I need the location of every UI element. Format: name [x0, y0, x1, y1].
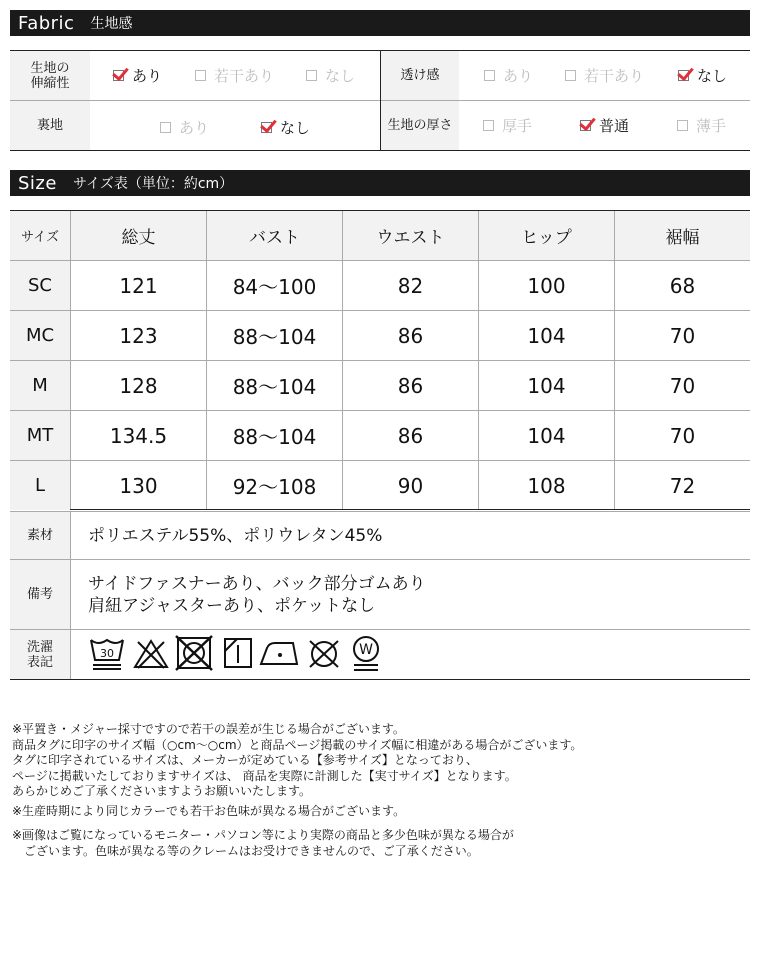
size-cell: 72: [669, 473, 696, 498]
checkbox-checked-icon: [261, 122, 272, 133]
size-row-label: SC: [10, 261, 70, 310]
lining-option-no: なし: [261, 117, 310, 138]
size-cell: 88〜104: [232, 425, 317, 449]
care-label: 洗濯 表記: [10, 630, 70, 679]
sheer-option-no: なし: [678, 65, 727, 86]
note-line: 商品タグに印字のサイズ幅（○cm〜○cm）と商品ページ掲載のサイズ幅に相違がある場合がございます。: [12, 737, 583, 752]
svg-text:W: W: [359, 642, 373, 658]
size-cell: 100: [527, 273, 566, 298]
sheer-label: 透け感: [381, 51, 459, 100]
lining-label: 裏地: [10, 101, 90, 150]
size-cell: 92〜108: [232, 475, 317, 499]
size-cell: 86: [397, 373, 424, 398]
size-title-en: Size: [18, 172, 57, 194]
size-cell: 121: [119, 273, 158, 298]
thickness-option-normal: 普通: [580, 115, 629, 136]
size-cell: 123: [119, 323, 158, 348]
checkbox-empty-icon: [306, 70, 317, 81]
size-cell: 82: [397, 273, 424, 298]
size-cell: 90: [397, 473, 424, 498]
sheer-option-slight: 若干あり: [565, 65, 644, 86]
size-cell: 70: [669, 323, 696, 348]
material-value: ポリエステル55%、ポリウレタン45%: [88, 526, 383, 546]
checkbox-checked-icon: [678, 70, 689, 81]
note-line: ございます。色味が異なる等のクレームはお受けできませんので、ご了承ください。: [12, 843, 479, 858]
header-length: 総丈: [71, 211, 206, 260]
size-cell: 104: [527, 323, 566, 348]
size-row-label: MT: [10, 411, 70, 460]
checkbox-empty-icon: [484, 70, 495, 81]
size-cell: 88〜104: [232, 325, 317, 349]
size-cell: 104: [527, 423, 566, 448]
size-cell: 128: [119, 373, 158, 398]
checkbox-empty-icon: [565, 70, 576, 81]
sheer-option-yes: あり: [484, 65, 533, 86]
remarks-line-2: 肩紐アジャスターあり、ポケットなし: [88, 596, 376, 616]
size-section-header: [10, 170, 750, 196]
note-line: ページに掲載いたしておりますサイズは、 商品を実際に計測した【実寸サイズ】となります。: [12, 768, 517, 783]
iron-low-icon: [259, 638, 301, 668]
remarks-line-1: サイドファスナーあり、バック部分ゴムあり: [88, 574, 426, 594]
header-bust: バスト: [207, 211, 342, 260]
no-dry-clean-icon: [307, 638, 341, 670]
thickness-option-thin: 薄手: [677, 115, 726, 136]
stretch-option-slight: 若干あり: [195, 65, 274, 86]
stretch-label: 生地の 伸縮性: [10, 51, 90, 100]
stretch-option-no: なし: [306, 65, 355, 86]
size-cell: 70: [669, 373, 696, 398]
stretch-option-yes: あり: [113, 65, 162, 86]
header-hip: ヒップ: [479, 211, 614, 260]
fabric-title-jp: 生地感: [90, 16, 133, 32]
header-size: サイズ: [10, 211, 70, 260]
size-cell: 104: [527, 373, 566, 398]
size-row-label: L: [10, 461, 70, 510]
size-cell: 130: [119, 473, 158, 498]
size-row-label: M: [10, 361, 70, 410]
size-cell: 84〜100: [232, 275, 317, 299]
checkbox-empty-icon: [483, 120, 494, 131]
material-label: 素材: [10, 512, 70, 559]
wet-clean-icon: [350, 634, 382, 674]
size-cell: 108: [527, 473, 566, 498]
note-line: タグに印字されているサイズは、メーカーが定めている【参考サイズ】となっており、: [12, 753, 478, 768]
note-line: ※生産時期により同じカラーでも若干お色味が異なる場合がございます。: [12, 804, 406, 818]
thickness-label: 生地の厚さ: [381, 101, 459, 150]
header-hem-width: 裾幅: [615, 211, 750, 260]
checkbox-empty-icon: [195, 70, 206, 81]
size-cell: 70: [669, 423, 696, 448]
fabric-section-header: [10, 10, 750, 36]
checkbox-checked-icon: [580, 120, 591, 131]
fabric-title-en: Fabric: [18, 12, 75, 34]
no-bleach-icon: [133, 638, 169, 670]
size-cell: 86: [397, 423, 424, 448]
note-line: ※画像はご覧になっているモニター・パソコン等により実際の商品と多少色味が異なる場合が: [12, 828, 514, 842]
remarks-label: 備考: [10, 560, 70, 629]
size-cell: 86: [397, 323, 424, 348]
note-line: あらかじめご了承くださいますようお願いいたします。: [12, 784, 312, 799]
note-line: ※平置き・メジャー採寸ですので若干の誤差が生じる場合がございます。: [12, 722, 405, 736]
checkbox-checked-icon: [113, 70, 124, 81]
lining-option-yes: あり: [160, 117, 209, 138]
size-row-label: MC: [10, 311, 70, 360]
checkbox-empty-icon: [160, 122, 171, 133]
thickness-option-thick: 厚手: [483, 115, 532, 136]
size-title-jp: サイズ表（単位：約cm）: [72, 176, 234, 192]
line-dry-shade-icon: [222, 636, 254, 670]
size-cell: 134.5: [109, 423, 168, 448]
header-waist: ウエスト: [343, 211, 478, 260]
checkbox-empty-icon: [677, 120, 688, 131]
wash-30-icon: [88, 636, 126, 672]
size-cell: 68: [669, 273, 696, 298]
size-cell: 88〜104: [232, 375, 317, 399]
svg-text:30: 30: [100, 647, 114, 660]
no-tumble-dry-icon: [175, 635, 213, 671]
